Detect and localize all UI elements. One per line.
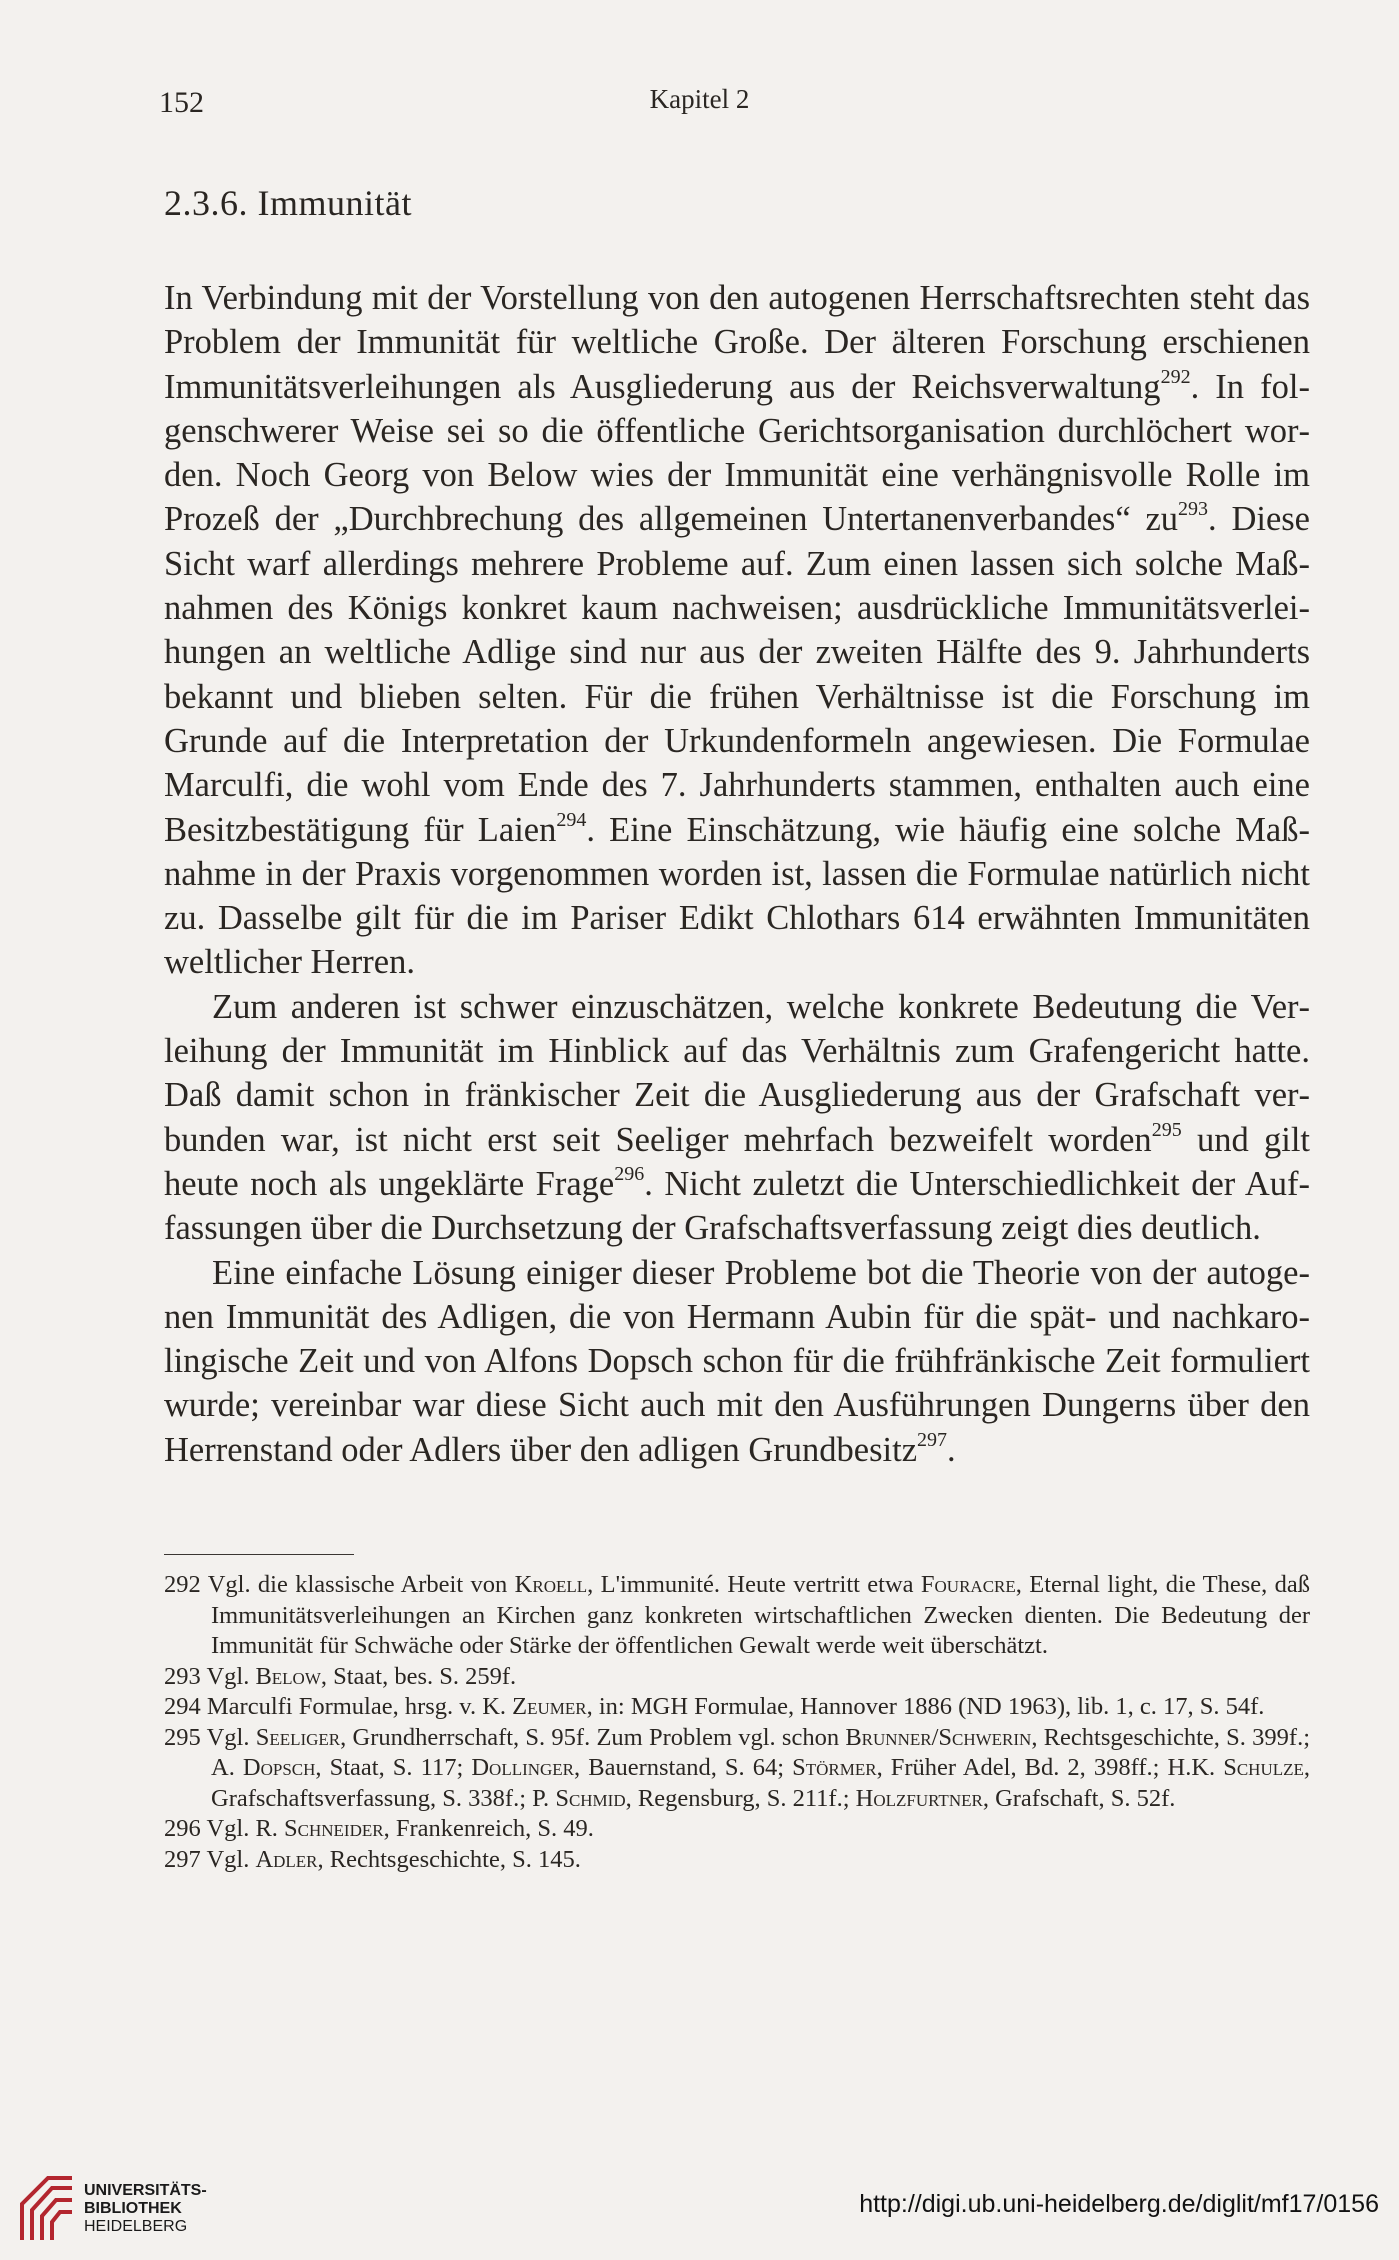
body-text — [164, 276, 1310, 1472]
footnote-295: 295 Vgl. Seeliger, Grundherrschaft, S. 95f. Zum Problem vgl. schon Brunner/Schwerin, Rechtsgeschichte, S. 399f.; A. Dopsch, Staat, S. 117; Dollinger, Bauernstand, S. 64; Störmer, Früher Adel, Bd. 2, 398ff.; H.K. Schulze, Grafschaftsverfassung, S. 338f.; P. Schmid, Regensburg, S. 211f.; Holzfurtner, Grafschaft, S. 52f. — [164, 1723, 1311, 1812]
footnote-ref-297[interactable]: 297 — [917, 1428, 948, 1451]
footnote-ref-294[interactable]: 294 — [556, 808, 587, 831]
footnote-divider — [164, 1554, 354, 1555]
running-head: Kapitel 2 — [649, 84, 750, 114]
page-number: 152 — [159, 86, 204, 119]
footnote-296: 296 Vgl. R. Schneider, Frankenreich, S. 49. — [164, 1815, 594, 1842]
footnote-297: 297 Vgl. Adler, Rechtsgeschichte, S. 145. — [164, 1845, 581, 1873]
footnote-293: 293 Vgl. Below, Staat, bes. S. 259f. — [164, 1662, 517, 1690]
footnote-294: 294 Marculfi Formulae, hrsg. v. K. Zeumer, in: MGH Formulae, Hannover 1886 (ND 1963), lib. 1, c. 17, S. 54f. — [164, 1693, 1265, 1720]
source-url-link[interactable]: http://digi.ub.uni-heidelberg.de/diglit/mf17/0156 — [859, 2190, 1379, 2218]
footnote-ref-296[interactable]: 296 — [614, 1162, 645, 1185]
library-logo-icon — [18, 2174, 76, 2244]
footnote-ref-293[interactable]: 293 — [1178, 498, 1209, 521]
footnote-292: 292 Vgl. die klassische Arbeit von Kroell, L'immunité. Heute vertritt etwa Fouracre, Eternal light, die These, daß Immunitätsverleihungen an Kirchen ganz konkreten wirtschaftlichen Zwecken dienten. Die Bedeutung der Immunität für Schwäche oder Stärke der öffentlichen Gewalt werde weit überschätzt. — [164, 1571, 1310, 1659]
paragraph-3: Eine einfache Lösung einiger dieser Probleme bot die Theorie von der autogenen Immunität des Adligen, die von Hermann Aubin für die spät- und nachkarolingische Zeit und von Alfons Dopsch schon für die frühfränkische Zeit formuliert wurde; vereinbar war diese Sicht auch mit den Ausführungen Dungerns über den Herrenstand oder Adlers über den adligen Grundbesitz$^{297}$. — [164, 1253, 1310, 1469]
footer-bar — [0, 2160, 1399, 2260]
library-logo[interactable] — [18, 2174, 207, 2244]
footnote-ref-295[interactable]: 295 — [1151, 1118, 1182, 1141]
paragraph-2: Zum anderen ist schwer einzuschätzen, welche konkrete Bedeutung die Verleihung der Immunität im Hinblick auf das Verhältnis zum Grafengericht hatte. Daß damit schon in fränkischer Zeit die Ausgliederung aus der Grafschaft verbunden war, ist nicht erst seit Seeliger mehrfach bezweifelt worden$^{295}$ und gilt heute noch als ungeklärte Frage$^{296}$. Nicht zuletzt die Unterschiedlichkeit der Auffassungen über die Durchsetzung der Grafschaftsverfassung zeigt dies deutlich. — [164, 987, 1310, 1248]
library-logo-text: UNIVERSITÄTS- BIBLIOTHEK HEIDELBERG — [84, 2182, 207, 2235]
footnote-ref-292[interactable]: 292 — [1160, 365, 1191, 388]
footnotes — [164, 1570, 1310, 1875]
section-heading: 2.3.6. Immunität — [164, 183, 412, 223]
paragraph-1: In Verbindung mit der Vorstellung von den autogenen Herrschaftsrechten steht das Problem der Immunität für weltliche Große. Der älteren Forschung erschienen Immunitätsverleihungen als Ausgliederung aus der Reichsverwaltung$^{292}$. In folgenschwerer Weise sei so die öffentliche Gerichtsorganisation durchlöchert worden. Noch Georg von Below wies der Immunität eine verhängnisvolle Rolle im Prozeß der „Durchbrechung des allgemeinen Untertanenverbandes“ $zu^{293}$. Diese Sicht warf allerdings mehrere Probleme auf. Zum einen lassen sich solche Maßnahmen des Königs konkret kaum nachweisen; ausdrückliche Immunitätsverleihungen an weltliche Adlige sind nur aus der zweiten Hälfte des 9. Jahrhunderts bekannt und blieben selten. Für die frühen Verhältnisse ist die Forschung im Grunde auf die Interpretation der Urkundenformeln angewiesen. Die Formulae Marculfi, die wohl vom Ende des 7. Jahrhunderts stammen, enthalten auch eine Besitzbestätigung für Laien$^{294}$. Eine Einschätzung, wie häufig eine solche Maßnahme in der Praxis vorgenommen worden ist, lassen die Formulae natürlich nicht zu. Dasselbe gilt für die im Pariser Edikt Chlothars 614 erwähnten Immunitäten weltlicher Herren. — [164, 279, 1310, 982]
